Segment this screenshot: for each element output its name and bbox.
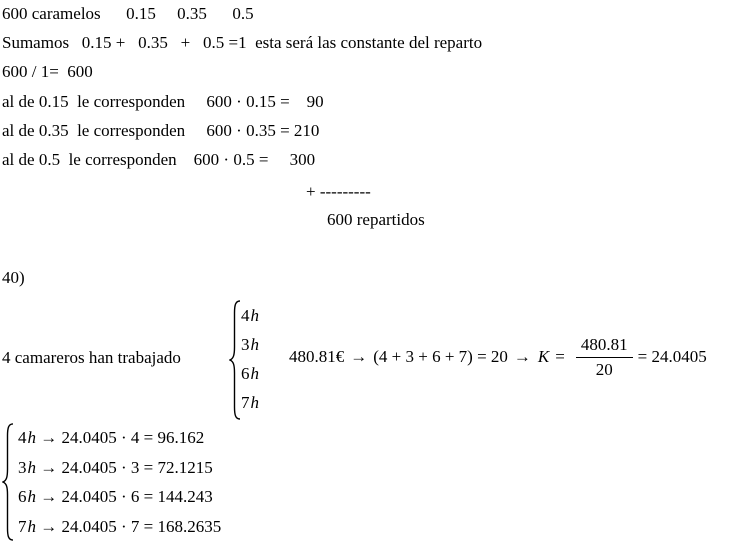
result-hours: 4 (18, 428, 27, 447)
hours-value: 6 (241, 364, 250, 383)
equals-sign: = (555, 347, 565, 366)
sum-constant-line: Sumamos 0.15 + 0.35 + 0.5 =1 esta será las constante del reparto (2, 33, 483, 52)
left-brace-icon (229, 300, 241, 420)
hours-unit: h (27, 487, 36, 506)
hours-unit: h (250, 364, 259, 383)
hours-value: 4 (241, 306, 250, 325)
fraction-numerator: 480.81 (576, 335, 633, 358)
hours-item (241, 389, 259, 416)
hours-list (241, 300, 259, 420)
hours-unit: h (250, 393, 259, 412)
equation-amount: 480.81€ (289, 347, 345, 366)
caramelos-statement-line: 600 caramelos 0.15 0.35 0.5 (2, 4, 254, 23)
hours-unit: h (27, 516, 36, 536)
result-formula: → 24.0405 · 3 = 72.1215 (36, 457, 213, 477)
hours-unit: h (250, 306, 259, 325)
result-row (18, 482, 221, 512)
hours-unit: h (27, 428, 36, 447)
division-line: 600 / 1= 600 (2, 62, 93, 81)
share-05-line: al de 0.5 le corresponden 600 · 0.5 = 300 (2, 150, 316, 169)
equation-sum: (4 + 3 + 6 + 7) = 20 (373, 347, 508, 366)
result-formula: → 24.0405 · 6 = 144.243 (36, 487, 213, 506)
plus-dashes-line: + --------- (306, 182, 371, 201)
share-015-line: al de 0.15 le corresponden 600 · 0.15 = 90 (2, 92, 324, 111)
hours-value: 7 (241, 393, 250, 412)
arrow-icon: → (513, 347, 531, 366)
hours-item (241, 331, 259, 358)
k-symbol: K (537, 347, 550, 366)
result-formula: → 24.0405 · 4 = 96.162 (36, 428, 205, 447)
left-brace-icon (2, 423, 14, 541)
fraction (576, 335, 633, 380)
share-035-line: al de 0.35 le corresponden 600 · 0.35 = 210 (2, 121, 320, 140)
result-row (18, 453, 221, 483)
arrow-icon: → (350, 347, 368, 366)
result-hours: 7 (18, 516, 27, 536)
result-hours: 3 (18, 457, 27, 477)
problem-number: 40) (2, 268, 25, 287)
constant-equation (289, 327, 707, 387)
hours-value: 3 (241, 335, 250, 354)
result-hours: 6 (18, 487, 27, 506)
results-list (18, 423, 221, 541)
result-row (18, 512, 221, 542)
hours-item (241, 360, 259, 387)
hours-unit: h (27, 457, 36, 477)
hours-brace-group (229, 300, 259, 420)
result-formula: → 24.0405 · 7 = 168.2635 (36, 516, 222, 536)
equation-result: = 24.0405 (637, 347, 707, 366)
result-row (18, 423, 221, 453)
total-repartidos-line: 600 repartidos (327, 210, 425, 229)
hours-item (241, 302, 259, 329)
camareros-intro: 4 camareros han trabajado (2, 348, 181, 367)
fraction-denominator: 20 (595, 359, 613, 379)
hours-unit: h (250, 335, 259, 354)
results-brace-group (2, 423, 221, 541)
